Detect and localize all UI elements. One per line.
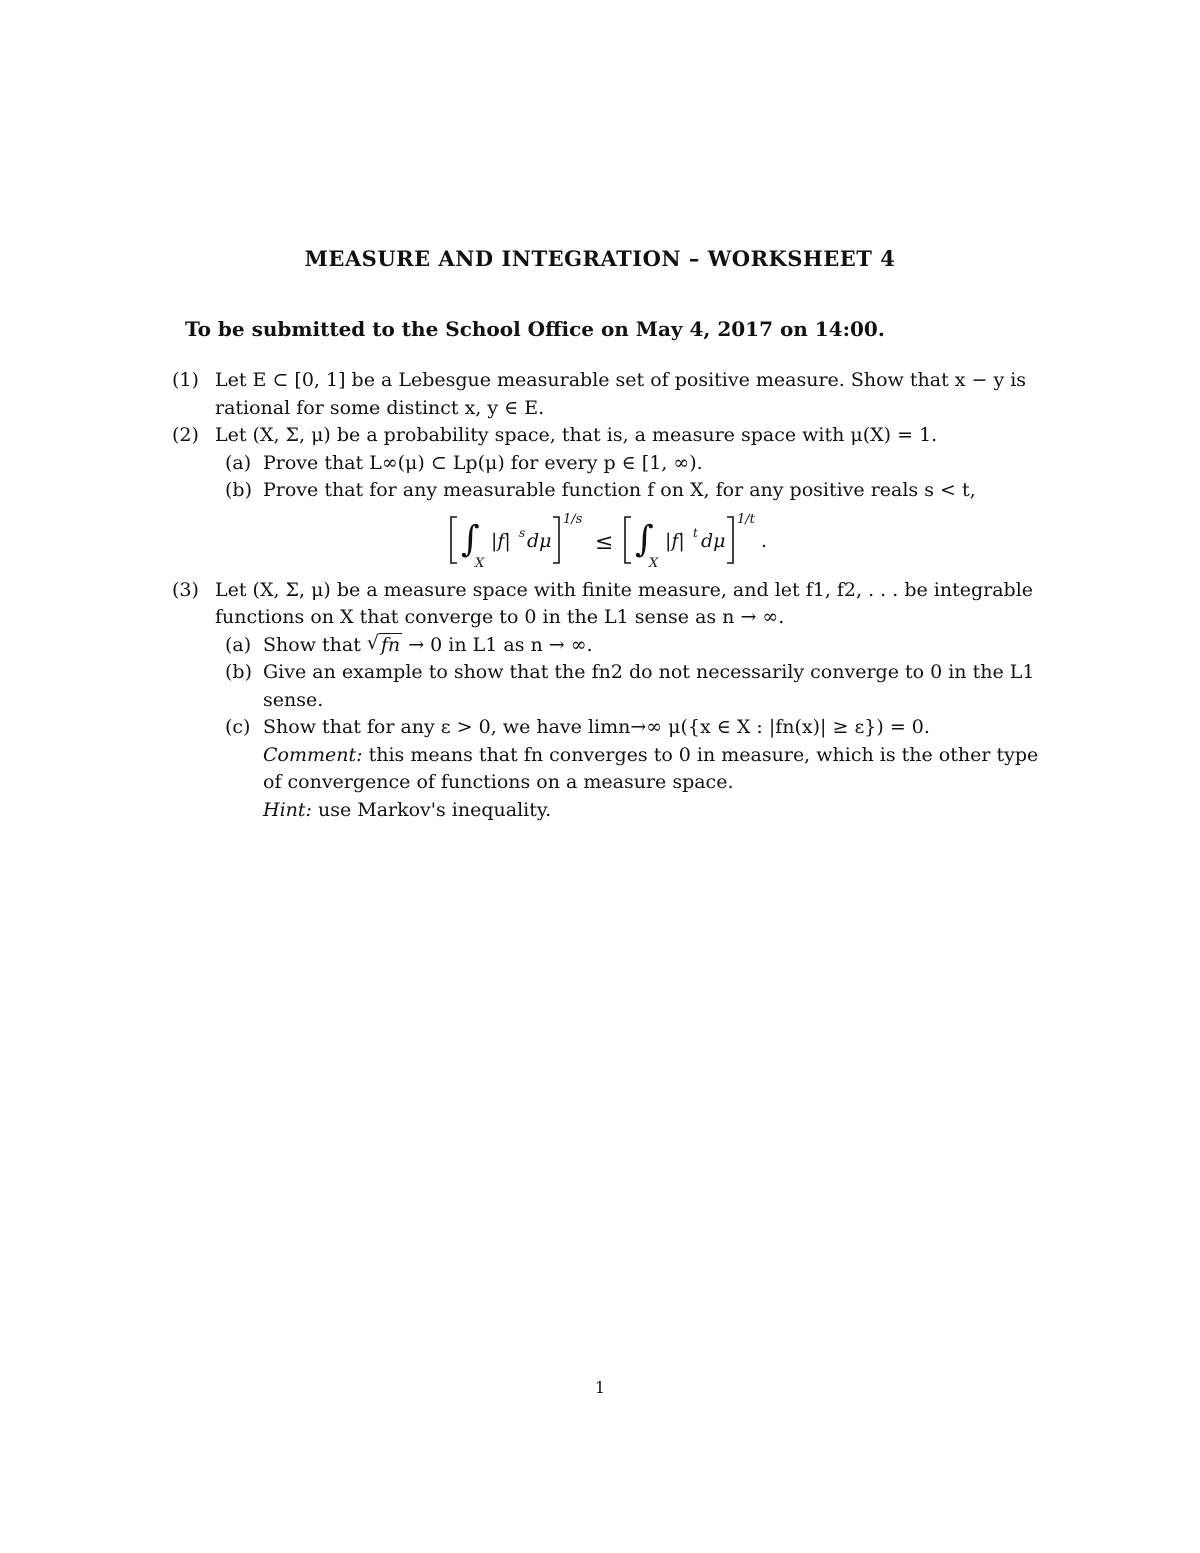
comment-line-1 [263, 742, 1062, 770]
problem-2 [172, 422, 1062, 450]
radical-sign-icon: √ [366, 631, 379, 654]
problem-3a-post: → 0 in L1 as n → ∞. [408, 633, 593, 656]
part-label: (c) [225, 716, 251, 738]
domain-label: X [649, 555, 659, 571]
left-integrand: |f| [491, 529, 511, 552]
problem-3 [172, 577, 1062, 632]
problem-1-line-1: Let E ⊂ [0, 1] be a Lebesgue measurable set of positive measure. Show that x − y is [215, 369, 1027, 391]
problem-3a-text [263, 632, 1062, 660]
problem-3c-text: Show that for any ε > 0, we have limn→∞ μ({x ∈ X : |fn(x)| ≥ ε}) = 0. [263, 716, 930, 738]
right-integrand: |f| [665, 529, 685, 552]
left-power: s [519, 525, 526, 540]
comment-label: Comment: [263, 743, 363, 766]
problem-3b-line-2: sense. [263, 688, 324, 711]
domain-label: X [475, 555, 485, 571]
comment-line-2: of convergence of functions on a measure space. [263, 771, 734, 793]
problem-1 [172, 367, 1062, 422]
problem-2a [215, 450, 1062, 478]
radicand: fn [380, 633, 401, 656]
page-title: MEASURE AND INTEGRATION – WORKSHEET 4 [304, 246, 896, 271]
problem-3-line-1: Let (X, Σ, μ) be a measure space with finite measure, and let f1, f2, . . . be integrable [215, 578, 1034, 601]
problem-number: (1) [172, 369, 199, 391]
problem-3-line-2: functions on X that converge to 0 in the L1 sense as n → ∞. [215, 606, 785, 628]
part-label: (b) [225, 479, 252, 501]
problem-2a-text: Prove that L∞(μ) ⊂ Lp(μ) for every p ∈ [1, ∞). [263, 451, 703, 474]
right-power: t [693, 525, 698, 540]
right-exponent: 1/t [737, 511, 755, 527]
part-label: (a) [225, 451, 252, 474]
relation-sign: ≤ [595, 529, 614, 555]
left-exponent: 1/s [563, 511, 583, 527]
problem-2-intro: Let (X, Σ, μ) be a probability space, that is, a measure space with μ(X) = 1. [215, 424, 938, 446]
problem-3a [215, 632, 1062, 660]
inequality-formula [445, 505, 825, 577]
problem-number: (2) [172, 424, 199, 446]
submission-note: To be submitted to the School Office on May 4, 2017 on 14:00. [185, 317, 885, 341]
problem-number: (3) [172, 578, 199, 601]
hint-line [263, 797, 1062, 825]
problem-3b-line-1: Give an example to show that the fn2 do not necessarily converge to 0 in the L1 [263, 661, 1035, 683]
problem-3c [215, 714, 1062, 824]
left-measure: dμ [527, 529, 552, 552]
hint-text: use Markov's inequality. [317, 798, 552, 821]
display-inequality [215, 505, 1062, 577]
square-root [367, 632, 402, 660]
part-label: (a) [225, 633, 252, 656]
integral-sign: ∫ [461, 518, 480, 560]
problem-list [172, 367, 1062, 824]
problem-2b [215, 477, 1062, 505]
problem-3b [215, 659, 1062, 714]
hint-label: Hint: [263, 798, 312, 821]
problem-3a-pre: Show that [263, 633, 361, 656]
comment-text: this means that fn converges to 0 in measure, which is the other type [368, 743, 1039, 766]
problem-1-line-2: rational for some distinct x, y ∈ E. [215, 396, 545, 419]
formula-period: . [761, 529, 768, 552]
part-label: (b) [225, 661, 252, 683]
right-measure: dμ [701, 529, 726, 552]
integral-sign: ∫ [635, 518, 654, 560]
problem-2b-text: Prove that for any measurable function f on X, for any positive reals s < t, [263, 479, 976, 501]
page-number: 1 [594, 1378, 606, 1397]
